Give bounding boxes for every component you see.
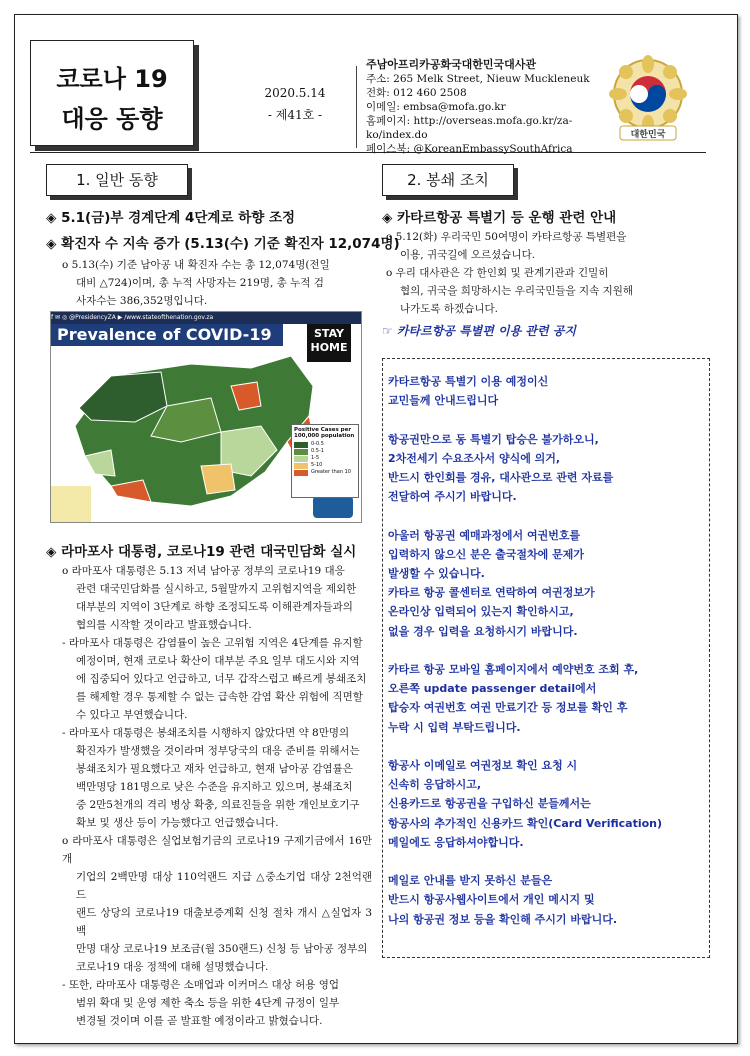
text-line: 백만명당 181명으로 낮은 수준을 유지하고 있으며, 봉쇄조치 bbox=[76, 781, 353, 793]
text-line: 봉쇄조치가 필요했다고 재차 언급하고, 현재 남아공 감염률은 bbox=[76, 763, 353, 775]
text-line: 반드시 한인회를 경유, 대사관으로 관련 자료를 bbox=[388, 471, 614, 484]
text-line: 변경될 것이며 이를 곧 발표할 예정이라고 밝혔습니다. bbox=[76, 1015, 323, 1027]
issue-info bbox=[240, 82, 350, 126]
legend-item: 1-5 bbox=[292, 455, 358, 462]
legend-item: 0-0.5 bbox=[292, 441, 358, 448]
issue-date: 2020.5.14 bbox=[264, 86, 326, 100]
text-line: 대부분의 지역이 3단계로 하향 조정되도록 이해관계자들과의 bbox=[76, 601, 353, 613]
text-line: 사자수는 386,352명입니다. bbox=[76, 295, 208, 307]
text-line: 에 집중되어 있다고 언급하고, 너무 갑작스럽고 빠르게 봉쇄조치 bbox=[76, 673, 367, 685]
text-line: 확진자가 발생했을 것이라며 정부당국의 대응 준비를 위해서는 bbox=[76, 745, 360, 757]
section1-topic-1: ◈ 5.1(금)부 경계단계 4단계로 하향 조정 bbox=[46, 210, 296, 226]
text-line: 협의, 귀국을 희망하시는 우리국민들을 지속 지원해 bbox=[400, 285, 634, 297]
notice-title: ☞ 카타르항공 특별편 이용 관련 공지 bbox=[382, 324, 576, 338]
legend-title: Positive Cases per 100,000 population bbox=[294, 427, 355, 439]
text-line: o 5.13(수) 기준 남아공 내 확진자 수는 총 12,074명(전일 bbox=[62, 259, 330, 271]
text-line: 교민들께 안내드립니다 bbox=[388, 394, 499, 408]
text-line: 협의를 시작할 것이라고 발표했습니다. bbox=[76, 619, 252, 631]
text-line: 발생할 수 있습니다. bbox=[388, 567, 485, 580]
embassy-homepage[interactable]: 홈페이지: http://overseas.mofa.go.kr/za-ko/index.do bbox=[366, 115, 573, 141]
text-line: 메일에도 응답하셔야합니다. bbox=[388, 835, 524, 849]
section2-heading: 2. 봉쇄 조치 bbox=[382, 164, 514, 196]
text-line: 범위 확대 및 운영 제한 축소 등을 위한 4단계 규정이 일부 bbox=[76, 997, 340, 1009]
map-title: Prevalence of COVID-19 bbox=[51, 324, 283, 346]
legend-item: 5-10 bbox=[292, 462, 358, 469]
text-line: 중 2만5천개의 격리 병상 확충, 의료진들을 위한 개인보호기구 bbox=[76, 799, 360, 811]
text-line: 항공사의 추가적인 신용카드 확인(Card Verification) bbox=[388, 816, 663, 830]
text-line: 대비 △724)이며, 총 누적 사망자는 219명, 총 누적 검 bbox=[76, 277, 324, 289]
stay-line2: HOME bbox=[310, 341, 348, 354]
text-line: 만명 대상 코로나19 보조금(월 350랜드) 신청 등 남아공 정부의 bbox=[76, 943, 368, 955]
legend-item: 0.5-1 bbox=[292, 448, 358, 455]
text-line: 2차전세기 수요조사서 양식에 의거, bbox=[388, 451, 561, 465]
text-line: 신속히 응답하시고, bbox=[388, 778, 482, 792]
text-line: 항공사 이메일로 여권정보 확인 요청 시 bbox=[388, 759, 578, 772]
text-line: - 라마포사 대통령은 감염률이 높은 고위험 지역은 4단계를 유지할 bbox=[62, 637, 363, 649]
text-line: - 또한, 라마포사 대통령은 소매업과 이커머스 대상 허용 영업 bbox=[62, 979, 340, 991]
svg-text:대한민국: 대한민국 bbox=[630, 130, 666, 140]
embassy-facebook[interactable]: 페이스북: @KoreanEmbassySouthAfrica bbox=[366, 143, 573, 155]
header-divider bbox=[356, 66, 357, 148]
text-line: 온라인상 입력되어 있는지 확인하시고, bbox=[388, 605, 574, 619]
issue-number: - 제41호 - bbox=[267, 108, 323, 122]
text-line: 탑승자 여권번호 여권 만료기간 등 정보를 확인 후 bbox=[388, 701, 628, 715]
embassy-name: 주남아프리카공화국대한민국대사관 bbox=[366, 58, 537, 71]
text-line: - 라마포사 대통령은 봉쇄조치를 시행하지 않았다면 약 8만명의 bbox=[62, 727, 350, 739]
section1-topic-2: ◈ 확진자 수 지속 증가 (5.13(수) 기준 확진자 12,074명) bbox=[46, 236, 400, 252]
map-social-bar: f ✉ ◎ @PresidencyZA ▶ /www.stateofthenation.gov.za bbox=[51, 312, 361, 324]
section1-paragraph-2 bbox=[62, 562, 372, 1030]
text-line: 신용카드로 항공권을 구입하신 분들께서는 bbox=[388, 797, 591, 811]
embassy-address: 주소: 265 Melk Street, Nieuw Muckleneuk bbox=[366, 73, 590, 85]
stay-line1: STAY bbox=[314, 327, 344, 340]
section1-heading: 1. 일반 동향 bbox=[46, 164, 188, 196]
covid-prevalence-map bbox=[50, 311, 362, 523]
text-line: 관련 대국민담화를 실시하고, 5월말까지 고위험지역을 제외한 bbox=[76, 583, 357, 595]
text-line: 이용, 귀국길에 오르셨습니다. bbox=[400, 249, 536, 261]
text-line: o 라마포사 대통령은 5.13 저녁 남아공 정부의 코로나19 대응 bbox=[62, 565, 345, 577]
korea-emblem-icon bbox=[608, 54, 688, 144]
section1-topic-3: ◈ 라마포사 대통령, 코로나19 관련 대국민담화 실시 bbox=[46, 544, 357, 560]
embassy-contact bbox=[366, 58, 616, 156]
text-line: 카타르 항공 콜센터로 연락하여 여권정보가 bbox=[388, 586, 595, 600]
text-line: 랜드 상당의 코로나19 대출보증계획 신청 절차 개시 △실업자 3백 bbox=[76, 907, 372, 937]
text-line: 오른쪽 update passenger detail에서 bbox=[388, 682, 597, 696]
header-rule bbox=[30, 152, 706, 153]
text-line: 메일로 안내를 받지 못하신 분들은 bbox=[388, 874, 553, 888]
text-line: 수 있다고 부연했습니다. bbox=[76, 709, 188, 721]
text-line: 반드시 항공사웹사이트에서 개인 메시지 및 bbox=[388, 893, 595, 907]
text-line: 를 해제할 경우 통제할 수 없는 급속한 감염 확산 위험에 직면할 bbox=[76, 691, 363, 703]
map-legend bbox=[291, 424, 359, 498]
text-line: 없을 경우 입력을 요청하시기 바랍니다. bbox=[388, 624, 578, 638]
section2-paragraph-1 bbox=[386, 228, 706, 318]
text-line: 누락 시 입력 부탁드립니다. bbox=[388, 720, 521, 734]
text-line: 나의 항공권 정보 등을 확인해 주시기 바랍니다. bbox=[388, 912, 618, 926]
text-line: 코로나19 대응 정책에 대해 설명했습니다. bbox=[76, 961, 269, 973]
text-line: 기업의 2백만명 대상 110억랜드 지급 △중소기업 대상 2천억랜드 bbox=[76, 871, 372, 901]
title-line2: 대응 동향 bbox=[61, 105, 163, 133]
title-box bbox=[30, 40, 194, 146]
text-line: 입력하지 않으신 분은 출국절차에 문제가 bbox=[388, 547, 584, 561]
text-line: 카타르항공 특별기 이용 예정이신 bbox=[388, 375, 549, 388]
text-line: 확보 및 생산 등이 가능했다고 언급했습니다. bbox=[76, 817, 279, 829]
embassy-phone: 전화: 012 460 2508 bbox=[366, 87, 467, 99]
section2-topic-1: ◈ 카타르항공 특별기 등 운행 관련 안내 bbox=[382, 210, 617, 226]
text-line: 카타르 항공 모바일 홈페이지에서 예약번호 조회 후, bbox=[388, 663, 639, 676]
legend-item: Greater than 10 bbox=[292, 469, 358, 476]
text-line: 나가도록 하겠습니다. bbox=[400, 303, 498, 315]
text-line: 항공권만으로 동 특별기 탑승은 불가하오니, bbox=[388, 432, 599, 446]
text-line: o 5.12(화) 우리국민 50여명이 카타르항공 특별편을 bbox=[386, 231, 627, 243]
embassy-email[interactable]: 이메일: embsa@mofa.go.kr bbox=[366, 101, 506, 113]
section1-paragraph-1 bbox=[62, 256, 362, 310]
text-line: o 우리 대사관은 각 한인회 및 관계기관과 긴밀히 bbox=[386, 267, 609, 279]
title-line1: 코로나 19 bbox=[56, 65, 168, 93]
text-line: 예정이며, 현재 코로나 확산이 대부분 주요 일부 대도시와 지역 bbox=[76, 655, 360, 667]
text-line: 아울러 항공권 예매과정에서 여권번호를 bbox=[388, 528, 581, 542]
text-line: o 라마포사 대통령은 실업보험기금의 코로나19 구제기금에서 16만개 bbox=[62, 835, 372, 865]
text-line: 전달하여 주시기 바랍니다. bbox=[388, 490, 517, 504]
